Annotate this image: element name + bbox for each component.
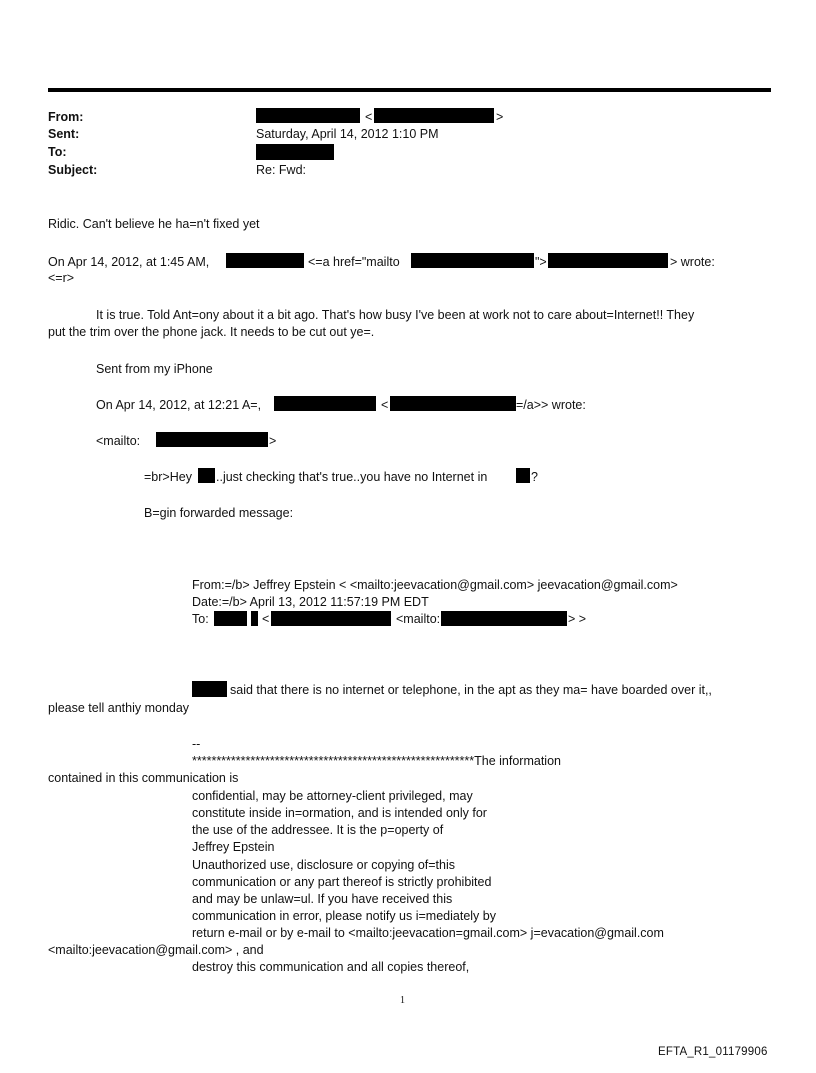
from-label: From: <box>48 110 84 124</box>
redaction <box>516 468 530 483</box>
redaction <box>156 432 268 447</box>
sent-label: Sent: <box>48 127 80 141</box>
redaction <box>256 144 334 160</box>
said-line-2: please tell anthiy monday <box>48 701 190 715</box>
disclaimer-line: contained in this communication is <box>48 771 239 785</box>
to-label: To: <box>48 145 67 159</box>
on-wrote-2: On Apr 14, 2012, at 12:21 A=, <box>96 398 262 412</box>
reply-line: Ridic. Can't believe he ha=n't fixed yet <box>48 217 260 231</box>
on-wrote-1-close: "> <box>535 255 547 269</box>
redaction <box>192 681 227 697</box>
disclaimer-line: communication or any part thereof is strictly prohibited <box>192 875 492 889</box>
redaction <box>548 253 668 268</box>
on-wrote-1: On Apr 14, 2012, at 1:45 AM, <box>48 255 210 269</box>
fwd-date: Date:=/b> April 13, 2012 11:57:19 PM EDT <box>192 595 429 609</box>
disclaimer-line: Jeffrey Epstein <box>192 840 275 854</box>
sent-value: Saturday, April 14, 2012 1:10 PM <box>256 127 439 141</box>
fwd-from: From:=/b> Jeffrey Epstein < <mailto:jeevacation@gmail.com> jeevacation@gmail.com> <box>192 578 678 592</box>
disclaimer-line: the use of the addressee. It is the p=operty of <box>192 823 444 837</box>
quoted-para-1: It is true. Told Ant=ony about it a bit ago. That's how busy I've been at work not to care about=Internet!! They <box>96 308 695 322</box>
mailto-line: <mailto: <box>96 434 141 448</box>
redaction <box>226 253 304 268</box>
fwd-to: To: <box>192 612 209 626</box>
redaction <box>198 468 215 483</box>
disclaimer-line: and may be unlaw=ul. If you have received this <box>192 892 453 906</box>
disclaimer-line: destroy this communication and all copies thereof, <box>192 960 470 974</box>
fwd-to-end: > > <box>568 612 587 626</box>
hey-line-end: ? <box>531 470 538 484</box>
bates-number: EFTA_R1_01179906 <box>658 1046 768 1058</box>
mailto-line-end: > <box>269 434 277 448</box>
page-number: 1 <box>400 995 405 1006</box>
sent-from-iphone: Sent from my iPhone <box>96 362 213 376</box>
hey-line-mid: ..just checking that's true..you have no Internet in <box>216 470 488 484</box>
said-line: said that there is no internet or telephone, in the apt as they ma= have boarded over it,, <box>230 683 712 697</box>
disclaimer-line: Unauthorized use, disclosure or copying of=this <box>192 858 455 872</box>
quoted-para-2: put the trim over the phone jack. It needs to be cut out ye=. <box>48 325 375 339</box>
fwd-to-mailto: <mailto: <box>396 612 441 626</box>
hey-line: =br>Hey <box>144 470 192 484</box>
disclaimer-line: return e-mail or by e-mail to <mailto:jeevacation=gmail.com> j=evacation@gmail.com <box>192 926 664 940</box>
redaction <box>214 611 247 626</box>
disclaimer-line: confidential, may be attorney-client privileged, may <box>192 789 473 803</box>
fwd-to-lt: < <box>262 612 270 626</box>
begin-forwarded: B=gin forwarded message: <box>144 506 294 520</box>
from-gt: > <box>496 110 504 124</box>
redaction <box>251 611 258 626</box>
redaction <box>271 611 391 626</box>
disclaimer-line: <mailto:jeevacation@gmail.com> , and <box>48 943 264 957</box>
on-wrote-1-end: > wrote: <box>670 255 715 269</box>
on-wrote-2-end: =/a>> wrote: <box>516 398 586 412</box>
redaction <box>390 396 516 411</box>
header-rule <box>48 88 771 92</box>
subject-label: Subject: <box>48 163 98 177</box>
disclaimer-stars: **********************************************************The information <box>192 754 561 768</box>
on-wrote-1-br: <=r> <box>48 271 75 285</box>
redaction <box>274 396 376 411</box>
disclaimer-line: communication in error, please notify us i=mediately by <box>192 909 496 923</box>
redaction <box>374 108 494 123</box>
redaction <box>411 253 534 268</box>
disclaimer-line: constitute inside in=ormation, and is intended only for <box>192 806 487 820</box>
from-lt: < <box>365 110 373 124</box>
on-wrote-2-lt: < <box>381 398 389 412</box>
subject-value: Re: Fwd: <box>256 163 307 177</box>
on-wrote-1-href: <=a href="mailto <box>308 255 400 269</box>
redaction <box>441 611 567 626</box>
redaction <box>256 108 360 123</box>
sig-dashes: -- <box>192 737 201 751</box>
